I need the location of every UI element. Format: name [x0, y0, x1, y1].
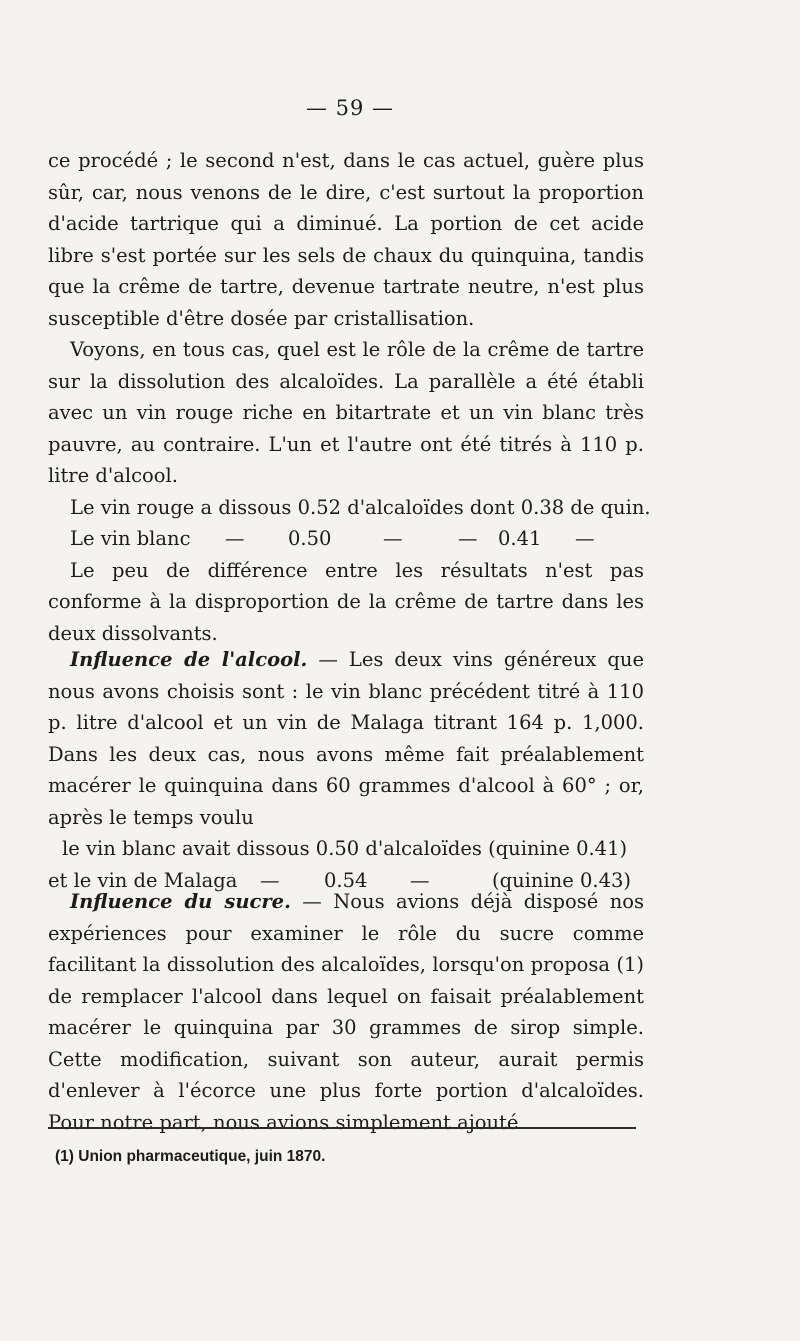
- section-crystallization: [48, 145, 651, 649]
- page-number: — 59 —: [305, 96, 395, 120]
- ditto-dash: —: [458, 527, 478, 550]
- ditto-dash: —: [383, 527, 403, 550]
- paragraph: [48, 886, 644, 1138]
- paragraph: ce procédé ; le second n'est, dans le cas actuel, guère plus sûr, car, nous venons de le dire, c'est surtout la proportion d'acide tartrique qui a diminué. La portion de cet acide libre s'est portée sur les sels de chaux du quinquina, tandis que la crême de tartre, devenue tartrate neutre, n'est plus susceptible d'être dosée par cristallisation.: [48, 149, 644, 330]
- result-value: 0.54: [324, 868, 368, 892]
- section-alcohol: [48, 644, 644, 896]
- paragraph-text: — Les deux vins généreux que nous avons choisis sont : le vin blanc précédent titré à 110 p. litre d'alcool et un vin de Malaga titrant 164 p. 1,000. Dans les deux cas, nous avons même fait préalablement macérer le quinquina dans 60 grammes d'alcool à 60° ; or, après le temps voulu: [48, 648, 644, 829]
- section-heading: Influence de l'alcool.: [70, 648, 308, 671]
- result-value: (quinine 0.43): [492, 868, 632, 892]
- section-heading: Influence du sucre.: [70, 890, 291, 913]
- footnote: (1) Union pharmaceutique, juin 1870.: [55, 1148, 326, 1165]
- ditto-dash: —: [225, 527, 245, 550]
- result-value: 0.41: [498, 527, 542, 550]
- ditto-dash: —: [575, 527, 595, 550]
- result-line-red-wine: [48, 492, 651, 524]
- result-line-white-wine: [48, 833, 644, 865]
- result-label: et le vin de Malaga: [48, 868, 238, 892]
- result-line-white-wine: [48, 523, 644, 555]
- paragraph: Le peu de différence entre les résultats n'est pas conforme à la disproportion de la crême de tartre dans les deux dissolvants.: [48, 558, 644, 645]
- footnote-divider: [48, 1127, 636, 1129]
- paragraph-text: — Nous avions déjà disposé nos expériences pour examiner le rôle du sucre comme facilitant la dissolution des alcaloïdes, lorsqu'on proposa (1) de remplacer l'alcool dans lequel on faisait préalablement macérer le quinquina par 30 grammes de sirop simple. Cette modification, suivant son auteur, aurait permis d'enlever à l'écorce une plus forte portion d'alcaloïdes. Pour notre part, nous avions simplement ajouté: [48, 890, 644, 1134]
- ditto-dash: —: [260, 868, 280, 892]
- result-text: Le vin rouge a dissous 0.52 d'alcaloïdes dont 0.38 de quin.: [70, 495, 651, 519]
- result-label: Le vin blanc: [70, 527, 191, 550]
- section-sugar: [48, 886, 644, 1138]
- result-value: 0.50: [288, 527, 332, 550]
- paragraph: Voyons, en tous cas, quel est le rôle de la crême de tartre sur la dissolution des alcaloïdes. La parallèle a été établi avec un vin rouge riche en bitartrate et un vin blanc très pauvre, au contraire. L'un et l'autre ont été titrés à 110 p. litre d'alcool.: [48, 338, 644, 487]
- result-text: le vin blanc avait dissous 0.50 d'alcaloïdes (quinine 0.41): [62, 837, 628, 860]
- ditto-dash: —: [410, 868, 430, 892]
- paragraph: [48, 644, 644, 833]
